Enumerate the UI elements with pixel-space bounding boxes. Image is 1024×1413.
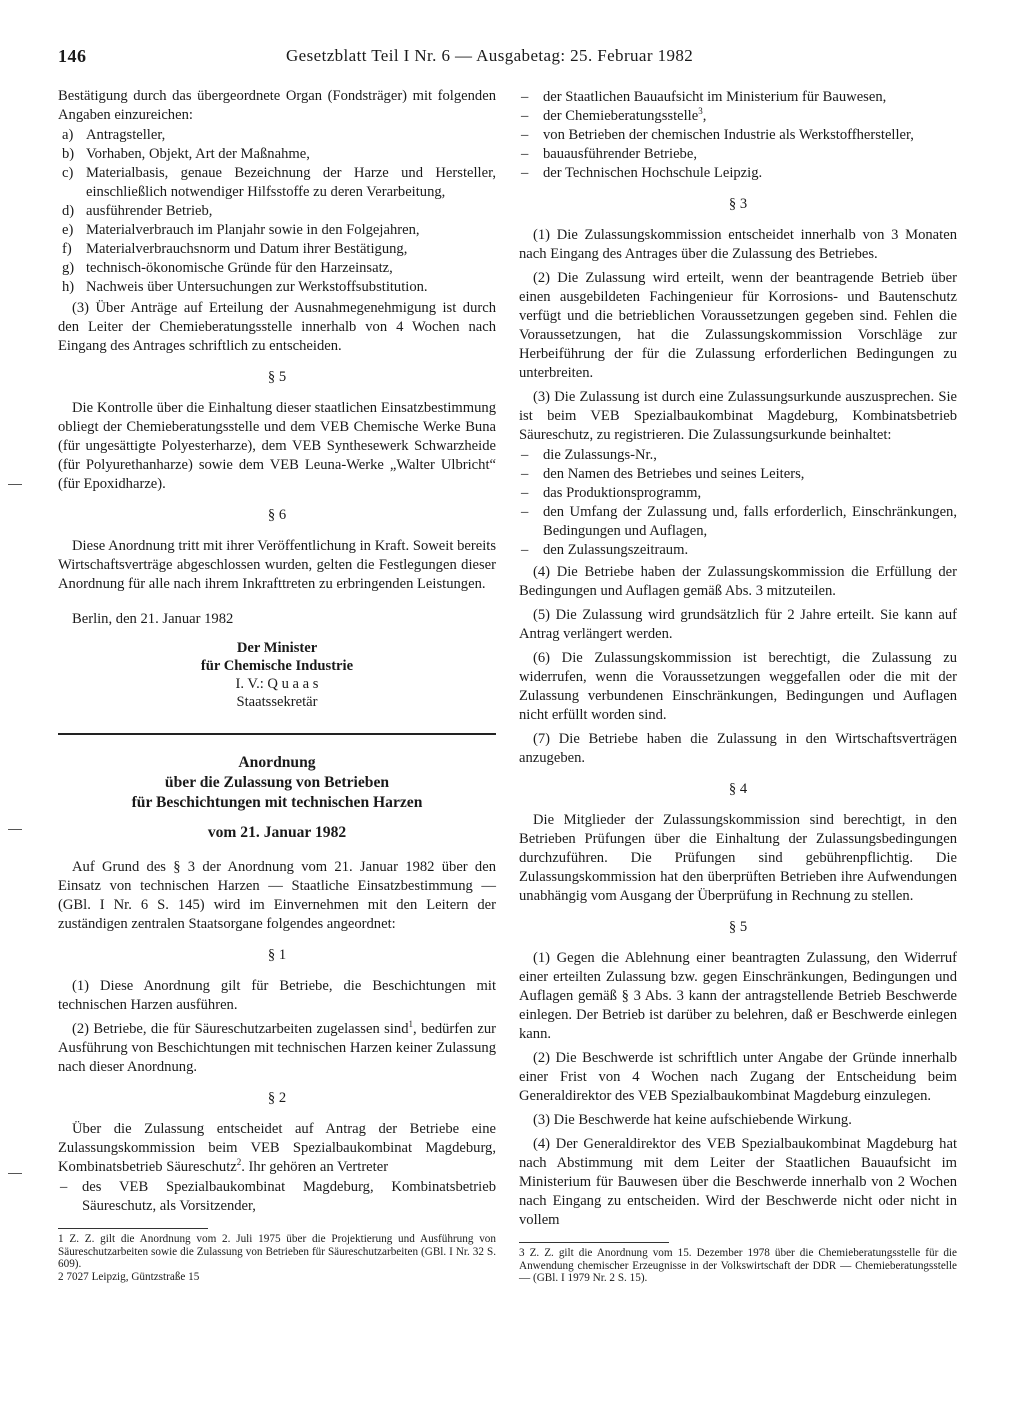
list-item <box>519 88 957 107</box>
title-line: über die Zulassung von Betrieben <box>164 774 390 791</box>
list-item <box>519 446 957 465</box>
list-text: Materialverbrauch im Planjahr sowie in den Folgejahren, <box>86 222 420 238</box>
signature-deputy: I. V.: Q u a a s <box>235 676 319 692</box>
footnote-rule <box>58 1228 208 1229</box>
preamble: Auf Grund des § 3 der Anordnung vom 21. Januar 1982 über den Einsatz von technischen Harzen — Staatliche Einsatzbestimmung — (GBl. I Nr. 6 S. 145) wird im Einvernehmen mit den Leitern der zuständigen zentralen Staatsorgane folgendes angeordnet: <box>58 859 496 932</box>
footnote: 3 Z. Z. gilt die Anordnung vom 15. Dezember 1978 über die Chemieberatungsstelle für die Anwendung chemischer Erzeugnisse in der Volkswirtschaft der DDR — Chemieberatungsstelle — (GBl. I 1979 Nr. 2 S. 15). <box>519 1247 957 1285</box>
paragraph: Die Kontrolle über die Einhaltung dieser staatlichen Einsatzbestimmung obliegt der Chemieberatungsstelle und dem VEB Chemische Werke Buna (für ungesättigte Polyesterharze), dem VEB Synthesewerk Schwarzheide (für Polyurethanharze) sowie dem VEB Leuna-Werke „Walter Ulbricht“ (für Epoxidharze). <box>58 400 496 492</box>
signature-title: Der Minister <box>236 640 318 656</box>
dash-marker: – <box>521 127 529 143</box>
section-heading: § 5 <box>267 369 287 385</box>
list-item <box>58 240 496 259</box>
list-marker: c) <box>62 165 74 181</box>
list-text: Materialbasis, genaue Bezeichnung der Harze und Hersteller, einschließlich notwendiger Hilfsstoffe zu deren Verarbeitung, <box>86 165 496 200</box>
intro-text: Bestätigung durch das übergeordnete Organ (Fondsträger) mit folgenden Angaben einzureichen: <box>58 88 496 123</box>
text-run: . Ihr gehören an Vertreter <box>241 1159 389 1175</box>
list-item <box>58 278 496 297</box>
page-number: 146 <box>58 46 87 66</box>
list-marker: b) <box>62 146 75 162</box>
footnote-area <box>519 1242 957 1285</box>
list-text: von Betrieben der chemischen Industrie als Werkstoffhersteller, <box>543 127 914 143</box>
list-text: technisch-ökonomische Gründe für den Harzeinsatz, <box>86 260 393 276</box>
section-heading: § 2 <box>267 1090 287 1106</box>
dash-marker: – <box>60 1179 68 1195</box>
dash-marker: – <box>521 146 529 162</box>
list-text: Antragsteller, <box>86 127 166 143</box>
list-marker: f) <box>62 241 72 257</box>
left-column <box>58 87 496 1283</box>
paragraph: (1) Gegen die Ablehnung einer beantragten Zulassung, den Widerruf einer erteilten Zulassung bzw. gegen Einschränkungen, Bedingungen und Auflagen gemäß § 3 Abs. 3 kann der antragstellende Betrieb Beschwerde einlegen. Der Betrieb ist darüber zu belehren, daß er Beschwerde einlegen kann. <box>519 950 957 1042</box>
list-text <box>543 107 957 126</box>
dash-marker: – <box>521 108 529 124</box>
margin-mark <box>8 829 22 830</box>
member-list <box>58 1178 496 1216</box>
paragraph: (7) Die Betriebe haben die Zulassung in den Wirtschaftsverträgen anzugeben. <box>519 731 957 766</box>
footnote-ref: 2 <box>236 1157 242 1168</box>
dash-marker: – <box>521 165 529 181</box>
right-column <box>519 87 957 1285</box>
list-item <box>58 145 496 164</box>
text-run: (2) Betriebe, die für Säureschutzarbeiten zugelassen sind <box>72 1021 409 1037</box>
paragraph: (3) Die Zulassung ist durch eine Zulassungsurkunde auszusprechen. Sie ist beim VEB Spezialbaukombinat Magdeburg, Kombinatsbetrieb Säureschutz, zu registrieren. Die Zulassungsurkunde beinhaltet: <box>519 389 957 443</box>
list-text: der Staatlichen Bauaufsicht im Ministerium für Bauwesen, <box>543 89 887 105</box>
footnote-rule <box>519 1242 669 1243</box>
paragraph: Diese Anordnung tritt mit ihrer Veröffentlichung in Kraft. Soweit bereits Wirtschaftsverträge abgeschlossen wurden, gelten die Festlegungen dieser Anordnung für alle nach ihrem Inkrafttreten zu erbringenden Leistungen. <box>58 538 496 592</box>
paragraph: (4) Der Generaldirektor des VEB Spezialbaukombinat Magdeburg hat nach Abstimmung mit dem Leiter der Staatlichen Bauaufsicht im Ministerium für Bauwesen über die Beschwerde innerhalb von 2 Wochen nach Eingang zu entscheiden. Wird der Beschwerde nicht oder nicht in vollem <box>519 1136 957 1228</box>
list-text: der Technischen Hochschule Leipzig. <box>543 165 763 181</box>
section-heading: § 6 <box>267 507 287 523</box>
section-heading: § 3 <box>728 196 748 212</box>
dash-marker: – <box>521 89 529 105</box>
list-item <box>58 164 496 202</box>
running-head: Gesetzblatt Teil I Nr. 6 — Ausgabetag: 25. Februar 1982 <box>286 46 694 65</box>
list-item <box>519 126 957 145</box>
list-item <box>58 1178 496 1216</box>
certificate-contents-list <box>519 446 957 560</box>
margin-mark <box>8 484 22 485</box>
paragraph: Die Mitglieder der Zulassungskommission sind berechtigt, in den Betrieben Prüfungen über die Einhaltung der Zulassungsbedingungen durchzuführen. Die Prüfungen sind gebührenpflichtig. Die Zulassungskommission hat den überprüften Betrieben ihre Aufwendungen unabhängig vom Ausgang der Überprüfung in Rechnung zu stellen. <box>519 812 957 904</box>
signature-title: für Chemische Industrie <box>200 658 354 674</box>
document-title <box>58 753 496 813</box>
list-marker: d) <box>62 203 75 219</box>
footnote: 2 7027 Leipzig, Güntzstraße 15 <box>58 1270 200 1283</box>
dash-marker: – <box>521 542 529 558</box>
list-text: Materialverbrauchsnorm und Datum ihrer Bestätigung, <box>86 241 408 257</box>
title-line: für Beschichtungen mit technischen Harzen <box>131 794 423 811</box>
place-date: Berlin, den 21. Januar 1982 <box>72 611 234 627</box>
requirements-list <box>58 126 496 297</box>
paragraph: (5) Die Zulassung wird grundsätzlich für 2 Jahre erteilt. Sie kann auf Antrag verlängert werden. <box>519 607 957 642</box>
dash-marker: – <box>521 504 529 520</box>
paragraph: (6) Die Zulassungskommission ist berechtigt, die Zulassung zu widerrufen, wenn die Voraussetzungen weggefallen oder die mit der Zulassung verbundenen Einschränkungen, Bedingungen und Auflagen nicht erfüllt worden sind. <box>519 650 957 723</box>
paragraph: (1) Die Zulassungskommission entscheidet innerhalb von 3 Monaten nach Eingang des Antrages über die Zulassung des Betriebes. <box>519 227 957 262</box>
list-item <box>519 145 957 164</box>
title-line: Anordnung <box>238 754 316 771</box>
list-text: des VEB Spezialbaukombinat Magdeburg, Kombinatsbetrieb Säureschutz, als Vorsitzender, <box>82 1179 496 1214</box>
list-text: den Namen des Betriebes und seines Leiters, <box>543 466 805 482</box>
list-text: Vorhaben, Objekt, Art der Maßnahme, <box>86 146 310 162</box>
list-item <box>58 221 496 240</box>
list-item <box>58 202 496 221</box>
paragraph <box>58 1120 496 1177</box>
list-marker: e) <box>62 222 74 238</box>
list-item <box>519 503 957 541</box>
list-text: das Produktionsprogramm, <box>543 485 702 501</box>
text-run: der Chemieberatungsstelle <box>543 108 699 124</box>
list-item <box>519 164 957 183</box>
signature-block <box>58 639 496 711</box>
list-text: ausführender Betrieb, <box>86 203 213 219</box>
list-marker: g) <box>62 260 75 276</box>
footnote-area <box>58 1228 496 1283</box>
list-item <box>519 465 957 484</box>
list-item <box>519 541 957 560</box>
document-date: vom 21. Januar 1982 <box>207 824 347 841</box>
list-marker: h) <box>62 279 75 295</box>
text-run: , <box>702 108 707 124</box>
list-text: den Umfang der Zulassung und, falls erforderlich, Einschränkungen, Bedingungen und Auflagen, <box>543 504 957 539</box>
member-list <box>519 88 957 183</box>
paragraph: (3) Über Anträge auf Erteilung der Ausnahmegenehmigung ist durch den Leiter der Chemieberatungsstelle innerhalb von 4 Wochen nach Eingang des Antrages schriftlich zu entscheiden. <box>58 300 496 354</box>
list-marker: a) <box>62 127 74 143</box>
footnote-ref: 3 <box>698 106 703 117</box>
signature-role: Staatssekretär <box>236 694 318 710</box>
list-text: den Zulassungszeitraum. <box>543 542 689 558</box>
dash-marker: – <box>521 466 529 482</box>
paragraph: (2) Die Zulassung wird erteilt, wenn der beantragende Betrieb über einen ausgebildeten Fachingenieur für Korrosions- und Bautenschutz verfügt und die betrieblichen Voraussetzungen gegeben sind. Fehlen die Voraussetzungen, hat die Zulassungskommission Vorschläge zur Herbeiführung der für die Zulassung erforderlichen Bedingungen zu unterbreiten. <box>519 270 957 381</box>
margin-mark <box>8 1173 22 1174</box>
section-heading: § 5 <box>728 919 748 935</box>
paragraph <box>58 1020 496 1077</box>
dash-marker: – <box>521 447 529 463</box>
paragraph: (2) Die Beschwerde ist schriftlich unter Angabe der Gründe innerhalb einer Frist von 4 Wochen nach Zugang der Entscheidung beim Generaldirektor des VEB Spezialbaukombinat Magdeburg einzulegen. <box>519 1050 957 1104</box>
list-text: Nachweis über Untersuchungen zur Werkstoffsubstitution. <box>86 279 428 295</box>
section-heading: § 1 <box>267 947 287 963</box>
text-run: , bedürfen zur Ausführung von Beschichtungen mit technischen Harzen keiner Zulassung nach dieser Anordnung. <box>58 1021 496 1075</box>
dash-marker: – <box>521 485 529 501</box>
footnote: 1 Z. Z. gilt die Anordnung vom 2. Juli 1975 über die Projektierung und Ausführung von Säureschutzarbeiten sowie die Zulassung von Betrieben für Säureschutzarbeiten (GBl. I Nr. 32 S. 609). <box>58 1233 496 1271</box>
paragraph: (3) Die Beschwerde hat keine aufschiebende Wirkung. <box>533 1112 852 1128</box>
text-run: Über die Zulassung entscheidet auf Antrag der Betriebe eine Zulassungskommission beim VEB Spezialbaukombinat Magdeburg, Kombinatsbetrieb Säureschutz <box>58 1121 496 1175</box>
section-divider <box>58 733 496 735</box>
list-text: die Zulassungs-Nr., <box>543 447 657 463</box>
paragraph: (4) Die Betriebe haben der Zulassungskommission die Erfüllung der Bedingungen und Auflagen gemäß Abs. 3 mitzuteilen. <box>519 564 957 599</box>
list-item <box>58 126 496 145</box>
paragraph: (1) Diese Anordnung gilt für Betriebe, die Beschichtungen mit technischen Harzen ausführen. <box>58 978 496 1013</box>
list-item <box>58 259 496 278</box>
footnote-ref: 1 <box>408 1019 413 1030</box>
list-item <box>519 107 957 126</box>
section-heading: § 4 <box>728 781 748 797</box>
list-text: bauausführender Betriebe, <box>543 146 697 162</box>
list-item <box>519 484 957 503</box>
